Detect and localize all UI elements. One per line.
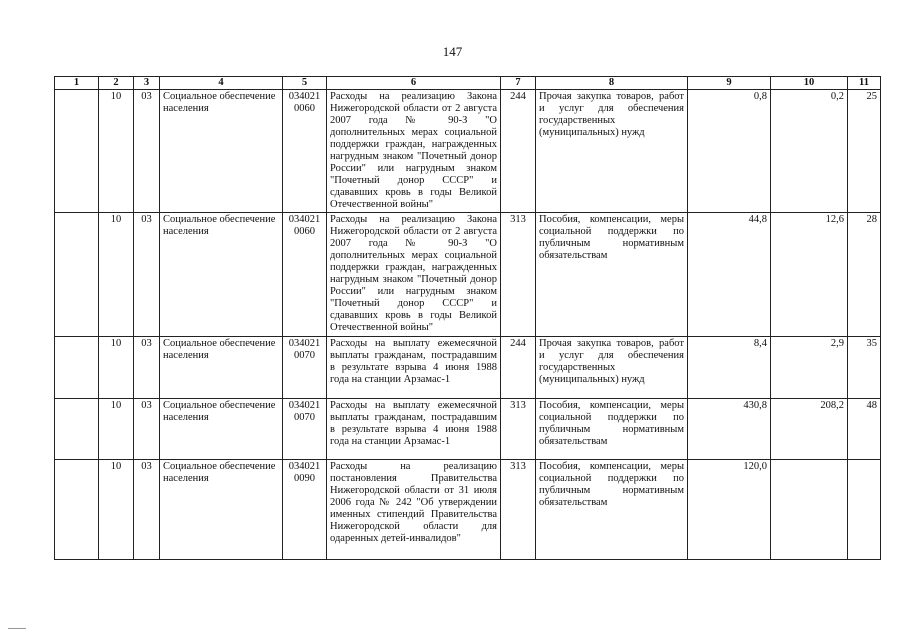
cell-expense-type-code: 313 — [501, 213, 536, 337]
cell-section: 10 — [99, 460, 134, 560]
cell-amount-10: 12,6 — [771, 213, 848, 337]
table-row — [55, 337, 881, 399]
cell-section-name: Социальное обеспечение населения — [160, 213, 283, 337]
cell-amount-9: 44,8 — [688, 213, 771, 337]
column-header: 5 — [283, 77, 327, 90]
cell-section: 10 — [99, 337, 134, 399]
cell-percent: 28 — [848, 213, 881, 337]
cell-percent — [848, 460, 881, 560]
cell-section-name: Социальное обеспечение населения — [160, 460, 283, 560]
column-header: 11 — [848, 77, 881, 90]
cell-section: 10 — [99, 213, 134, 337]
cell-section: 10 — [99, 399, 134, 460]
cell-amount-10 — [771, 460, 848, 560]
cell-amount-10: 0,2 — [771, 90, 848, 213]
cell-percent: 25 — [848, 90, 881, 213]
cell-section: 10 — [99, 90, 134, 213]
column-header: 1 — [55, 77, 99, 90]
cell-expense-type-code: 313 — [501, 460, 536, 560]
cell-amount-10: 2,9 — [771, 337, 848, 399]
cell-expense-type-name: Пособия, компенсации, меры социальной поддержки по публичным нормативным обязательствам — [536, 399, 688, 460]
cell-expense-description: Расходы на выплату ежемесячной выплаты гражданам, пострадавшим в результате взрыва 4 июня 1988 года на станции Арзамас-1 — [327, 337, 501, 399]
cell-col1 — [55, 337, 99, 399]
page-number: 147 — [442, 44, 463, 59]
cell-amount-10: 208,2 — [771, 399, 848, 460]
cell-amount-9: 0,8 — [688, 90, 771, 213]
column-header: 6 — [327, 77, 501, 90]
cell-expense-type-code: 244 — [501, 90, 536, 213]
column-header: 9 — [688, 77, 771, 90]
cell-expense-description: Расходы на реализацию Закона Нижегородской области от 2 августа 2007 года № 90-З "О дополнительных мерах социальной поддержки граждан, награжденных нагрудным знаком "Почетный донор России" или нагрудным знаком "Почетный донор СССР" и сдававших кровь в годы Великой Отечественной войны" — [327, 90, 501, 213]
cell-amount-9: 120,0 — [688, 460, 771, 560]
cell-subsection: 03 — [134, 399, 160, 460]
cell-col1 — [55, 399, 99, 460]
cell-target-code: 034021 0070 — [283, 337, 327, 399]
cell-target-code: 034021 0090 — [283, 460, 327, 560]
cell-col1 — [55, 90, 99, 213]
cell-section-name: Социальное обеспечение населения — [160, 399, 283, 460]
cell-target-code: 034021 0070 — [283, 399, 327, 460]
cell-expense-type-name: Прочая закупка товаров, работ и услуг для обеспечения государственных (муниципальных) нужд — [536, 90, 688, 213]
cell-section-name: Социальное обеспечение населения — [160, 90, 283, 213]
cell-expense-description: Расходы на выплату ежемесячной выплаты гражданам, пострадавшим в результате взрыва 4 июня 1988 года на станции Арзамас-1 — [327, 399, 501, 460]
cell-expense-description: Расходы на реализацию Закона Нижегородской области от 2 августа 2007 года № 90-З "О дополнительных мерах социальной поддержки граждан, награжденных нагрудным знаком "Почетный донор России" или нагрудным знаком "Почетный донор СССР" и сдававших кровь в годы Великой Отечественной войны" — [327, 213, 501, 337]
cell-expense-type-name: Пособия, компенсации, меры социальной поддержки по публичным нормативным обязательствам — [536, 460, 688, 560]
cell-subsection: 03 — [134, 213, 160, 337]
cell-target-code: 034021 0060 — [283, 213, 327, 337]
cell-col1 — [55, 213, 99, 337]
cell-expense-description: Расходы на реализацию постановления Правительства Нижегородской области от 31 июля 2006 года № 242 "Об утверждении именных стипендий Правительства Нижегородской области для одаренных детей-инвалидов" — [327, 460, 501, 560]
cell-expense-type-name: Прочая закупка товаров, работ и услуг для обеспечения государственных (муниципальных) нужд — [536, 337, 688, 399]
cell-expense-type-code: 313 — [501, 399, 536, 460]
column-header: 4 — [160, 77, 283, 90]
column-header: 7 — [501, 77, 536, 90]
cell-subsection: 03 — [134, 460, 160, 560]
cell-percent: 35 — [848, 337, 881, 399]
cell-subsection: 03 — [134, 337, 160, 399]
table-row — [55, 90, 881, 213]
column-header: 3 — [134, 77, 160, 90]
table-row — [55, 399, 881, 460]
column-header: 2 — [99, 77, 134, 90]
table-row — [55, 213, 881, 337]
cell-subsection: 03 — [134, 90, 160, 213]
column-header: 8 — [536, 77, 688, 90]
table-row — [55, 460, 881, 560]
cell-target-code: 034021 0060 — [283, 90, 327, 213]
scan-mark — [8, 628, 26, 629]
cell-expense-type-code: 244 — [501, 337, 536, 399]
cell-expense-type-name: Пособия, компенсации, меры социальной поддержки по публичным нормативным обязательствам — [536, 213, 688, 337]
header-row — [55, 77, 881, 90]
column-header: 10 — [771, 77, 848, 90]
cell-percent: 48 — [848, 399, 881, 460]
budget-table — [54, 76, 881, 560]
cell-amount-9: 8,4 — [688, 337, 771, 399]
cell-section-name: Социальное обеспечение населения — [160, 337, 283, 399]
cell-col1 — [55, 460, 99, 560]
cell-amount-9: 430,8 — [688, 399, 771, 460]
